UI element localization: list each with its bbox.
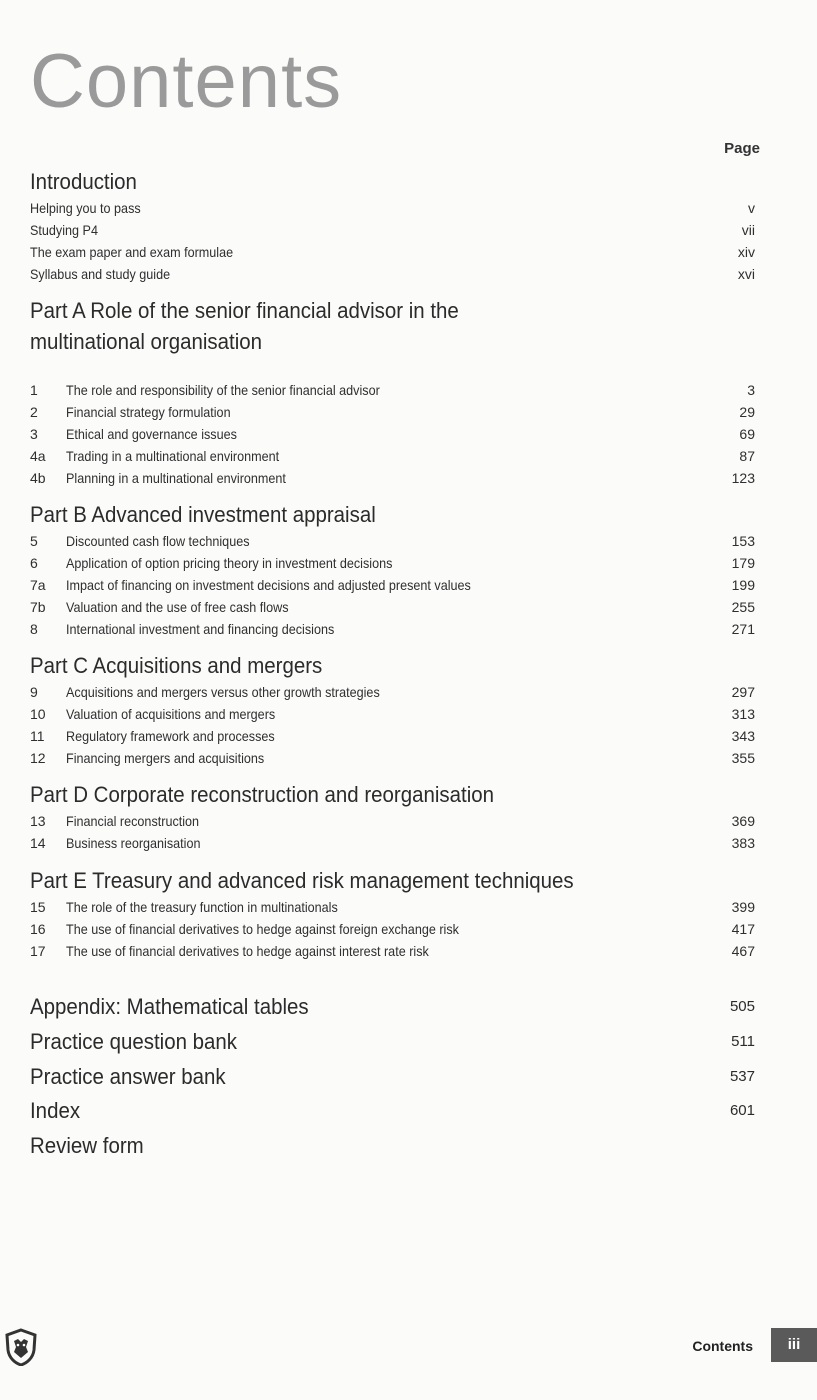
toc-entry[interactable] — [30, 896, 757, 918]
toc-entry-label: Discounted cash flow techniques — [66, 533, 250, 549]
toc-entry-label: Financial strategy formulation — [66, 404, 231, 420]
toc-entry-page: 123 — [731, 470, 755, 486]
toc-entry-page: 383 — [731, 835, 755, 851]
toc-entry[interactable] — [30, 219, 757, 241]
back-matter-entry[interactable] — [30, 990, 757, 1024]
chapter-number: 16 — [30, 921, 46, 937]
section-title-introduction: Introduction — [30, 169, 137, 194]
page-title: Contents — [30, 39, 343, 124]
toc-entry-label: The role of the treasury function in multinationals — [66, 899, 338, 915]
toc-entry[interactable] — [30, 552, 757, 574]
toc-entry-page: 87 — [739, 448, 755, 464]
back-matter-label: Practice answer bank — [30, 1064, 226, 1089]
section-title-part-a-line1: Part A Role of the senior financial advisor in the — [30, 298, 459, 323]
toc-entry[interactable] — [30, 681, 757, 703]
toc-entry-page: 3 — [747, 382, 755, 398]
lion-head-icon — [4, 1328, 38, 1366]
chapter-number: 10 — [30, 706, 46, 722]
toc-entry[interactable] — [30, 832, 757, 854]
chapter-number: 1 — [30, 382, 38, 398]
toc-entry[interactable] — [30, 530, 757, 552]
back-matter-entry[interactable] — [30, 1129, 757, 1163]
toc-entry-page: 271 — [731, 621, 755, 637]
toc-entry-label: International investment and financing decisions — [66, 621, 335, 637]
section-title-part-e: Part E Treasury and advanced risk management techniques — [30, 868, 574, 893]
back-matter-entry[interactable] — [30, 1060, 757, 1094]
chapter-number: 2 — [30, 404, 38, 420]
chapter-number: 3 — [30, 426, 38, 442]
toc-entry-page: xvi — [737, 266, 755, 282]
toc-entry-page: xiv — [737, 244, 755, 260]
toc-entry-page: 343 — [731, 728, 755, 744]
back-matter-page: 601 — [729, 1102, 755, 1119]
chapter-number: 12 — [30, 750, 46, 766]
toc-entry[interactable] — [30, 467, 757, 489]
toc-entry[interactable] — [30, 747, 757, 769]
toc-entry-page: 69 — [739, 426, 755, 442]
back-matter-entry[interactable] — [30, 1025, 757, 1059]
toc-entry[interactable] — [30, 379, 757, 401]
section-title-part-c: Part C Acquisitions and mergers — [30, 653, 323, 678]
toc-entry-label: Ethical and governance issues — [66, 426, 237, 442]
toc-entry[interactable] — [30, 445, 757, 467]
chapter-number: 17 — [30, 943, 46, 959]
back-matter-page: 511 — [731, 1033, 755, 1050]
toc-entry-label: The role and responsibility of the senior financial advisor — [66, 382, 380, 398]
toc-entry[interactable] — [30, 401, 757, 423]
back-matter-label: Practice question bank — [30, 1029, 237, 1054]
toc-entry-page: 179 — [731, 555, 755, 571]
back-matter-label: Index — [30, 1098, 81, 1123]
toc-entry[interactable] — [30, 940, 757, 962]
chapter-number: 4b — [30, 470, 46, 486]
toc-entry[interactable] — [30, 725, 757, 747]
toc-entry-page: v — [748, 200, 755, 216]
toc-entry-label: Helping you to pass — [30, 200, 141, 216]
page-column-label: Page — [724, 140, 760, 157]
toc-entry[interactable] — [30, 263, 757, 285]
toc-entry-label: Planning in a multinational environment — [66, 470, 286, 486]
toc-entry-page: 255 — [731, 599, 755, 615]
toc-entry-label: Trading in a multinational environment — [66, 448, 280, 464]
toc-entry-label: Impact of financing on investment decisions and adjusted present values — [66, 577, 471, 593]
back-matter-entry[interactable] — [30, 1094, 757, 1128]
back-matter-page: 505 — [729, 998, 755, 1015]
chapter-number: 8 — [30, 621, 38, 637]
toc-entry[interactable] — [30, 703, 757, 725]
toc-entry-page: vii — [741, 222, 755, 238]
toc-entry[interactable] — [30, 197, 757, 219]
toc-entry-page: 399 — [731, 899, 755, 915]
chapter-number: 11 — [30, 728, 45, 744]
toc-entry-label: The use of financial derivatives to hedge against interest rate risk — [66, 943, 429, 959]
toc-entry-page: 29 — [739, 404, 755, 420]
toc-entry[interactable] — [30, 918, 757, 940]
footer-section-label: Contents — [692, 1338, 753, 1354]
toc-entry-page: 355 — [731, 750, 755, 766]
toc-entry-label: Valuation and the use of free cash flows — [66, 599, 289, 615]
toc-entry-label: Valuation of acquisitions and mergers — [66, 706, 276, 722]
toc-entry-page: 297 — [731, 684, 755, 700]
toc-entry-label: Application of option pricing theory in investment decisions — [66, 555, 393, 571]
toc-entry-label: The use of financial derivatives to hedge against foreign exchange risk — [66, 921, 459, 937]
back-matter-label: Appendix: Mathematical tables — [30, 994, 309, 1019]
toc-entry-label: Financing mergers and acquisitions — [66, 750, 265, 766]
toc-entry-page: 467 — [731, 943, 755, 959]
back-matter-label: Review form — [30, 1133, 144, 1158]
section-title-part-d: Part D Corporate reconstruction and reorganisation — [30, 782, 495, 807]
toc-entry[interactable] — [30, 574, 757, 596]
toc-entry-label: Acquisitions and mergers versus other growth strategies — [66, 684, 380, 700]
toc-entry-label: Syllabus and study guide — [30, 266, 171, 282]
toc-entry-page: 153 — [731, 533, 755, 549]
toc-entry-page: 313 — [731, 706, 755, 722]
toc-entry-page: 199 — [731, 577, 755, 593]
chapter-number: 13 — [30, 813, 46, 829]
toc-entry-label: Studying P4 — [30, 222, 98, 238]
toc-entry[interactable] — [30, 241, 757, 263]
chapter-number: 7a — [30, 577, 46, 593]
chapter-number: 9 — [30, 684, 38, 700]
toc-entry-label: The exam paper and exam formulae — [30, 244, 234, 260]
toc-entry-label: Business reorganisation — [66, 835, 201, 851]
page-number-tab: iii — [771, 1328, 817, 1362]
chapter-number: 15 — [30, 899, 46, 915]
section-title-part-b: Part B Advanced investment appraisal — [30, 502, 376, 527]
toc-entry-page: 417 — [731, 921, 755, 937]
chapter-number: 5 — [30, 533, 38, 549]
toc-entry-page: 369 — [731, 813, 755, 829]
chapter-number: 7b — [30, 599, 46, 615]
toc-entry-label: Regulatory framework and processes — [66, 728, 275, 744]
chapter-number: 6 — [30, 555, 38, 571]
chapter-number: 14 — [30, 835, 46, 851]
toc-entry[interactable] — [30, 810, 757, 832]
chapter-number: 4a — [30, 448, 46, 464]
toc-entry[interactable] — [30, 596, 757, 618]
section-title-part-a-line2: multinational organisation — [30, 329, 263, 354]
toc-entry-label: Financial reconstruction — [66, 813, 200, 829]
back-matter-page: 537 — [729, 1068, 755, 1085]
toc-entry[interactable] — [30, 423, 757, 445]
toc-entry[interactable] — [30, 618, 757, 640]
